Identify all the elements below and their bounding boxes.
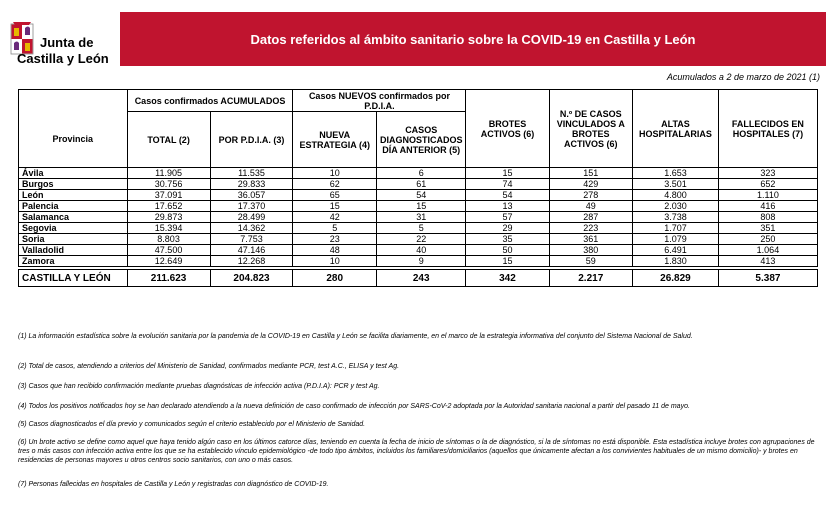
- table-cell: 3.501: [633, 179, 719, 190]
- table-cell: 57: [466, 212, 549, 223]
- table-cell: 48: [293, 245, 376, 256]
- junta-logo: [10, 22, 120, 68]
- province-name: Soria: [19, 234, 128, 245]
- table-row: [19, 212, 818, 223]
- footnote-2: (2) Total de casos, atendiendo a criterios del Ministerio de Sanidad, confirmados mediante PCR, test A.C., ELISA y test Ag.: [18, 363, 400, 370]
- table-cell: 10: [293, 256, 376, 267]
- table-cell: 31: [376, 212, 466, 223]
- table-row: [19, 168, 818, 179]
- table-cell: 380: [549, 245, 633, 256]
- table-cell: 351: [718, 223, 817, 234]
- table-cell: 12.649: [127, 256, 210, 267]
- table-cell: 6: [376, 168, 466, 179]
- total-row: [19, 270, 818, 287]
- table-cell: 47.500: [127, 245, 210, 256]
- table-row: [19, 256, 818, 267]
- table-cell: 6.491: [633, 245, 719, 256]
- table-cell: 1.830: [633, 256, 719, 267]
- table-cell: 47.146: [210, 245, 293, 256]
- logo-text-line1: Junta de: [40, 35, 94, 50]
- header-casos-dia-anterior: CASOS DIAGNOSTICADOS DÍA ANTERIOR (5): [376, 112, 466, 168]
- total-cell: 211.623: [127, 270, 210, 287]
- footnote-7: (7) Personas fallecidas en hospitales de Castilla y León y registradas con diagnóstico de COVID-19.: [18, 481, 329, 488]
- date-note: Acumulados a 2 de marzo de 2021 (1): [666, 72, 820, 82]
- header-total: TOTAL (2): [127, 112, 210, 168]
- table-cell: 413: [718, 256, 817, 267]
- footnote-5: (5) Casos diagnosticados el día previo y comunicados según el criterio establecido por el Ministerio de Sanidad.: [18, 421, 366, 428]
- province-name: Palencia: [19, 201, 128, 212]
- header-provincia: Provincia: [19, 112, 128, 168]
- table-cell: 54: [466, 190, 549, 201]
- province-name: León: [19, 190, 128, 201]
- header-brotes: BROTES ACTIVOS (6): [466, 90, 549, 168]
- total-cell: 204.823: [210, 270, 293, 287]
- province-name: Segovia: [19, 223, 128, 234]
- logo-text-line2: Castilla y León: [17, 51, 109, 66]
- table-cell: 12.268: [210, 256, 293, 267]
- table-cell: 15.394: [127, 223, 210, 234]
- table-cell: 11.535: [210, 168, 293, 179]
- table-cell: 40: [376, 245, 466, 256]
- table-cell: 74: [466, 179, 549, 190]
- table-cell: 59: [549, 256, 633, 267]
- table-cell: 35: [466, 234, 549, 245]
- table-cell: 1.110: [718, 190, 817, 201]
- table-cell: 250: [718, 234, 817, 245]
- table-cell: 1.079: [633, 234, 719, 245]
- header-group-acumulados: Casos confirmados ACUMULADOS: [127, 90, 293, 112]
- table-cell: 416: [718, 201, 817, 212]
- table-cell: 8.803: [127, 234, 210, 245]
- table-cell: 62: [293, 179, 376, 190]
- total-label: CASTILLA Y LEÓN: [19, 270, 128, 287]
- header-pdia: POR P.D.I.A. (3): [210, 112, 293, 168]
- table-cell: 37.091: [127, 190, 210, 201]
- table-row: [19, 223, 818, 234]
- table-cell: 17.370: [210, 201, 293, 212]
- table-row: [19, 201, 818, 212]
- total-cell: 5.387: [718, 270, 817, 287]
- table-cell: 361: [549, 234, 633, 245]
- table-cell: 15: [466, 168, 549, 179]
- total-cell: 243: [376, 270, 466, 287]
- table-cell: 5: [376, 223, 466, 234]
- table-cell: 5: [293, 223, 376, 234]
- title-banner: [120, 12, 826, 66]
- table-cell: 15: [466, 256, 549, 267]
- province-name: Salamanca: [19, 212, 128, 223]
- table-cell: 29.833: [210, 179, 293, 190]
- header-vinculados: N.º DE CASOS VINCULADOS A BROTES ACTIVOS (6): [549, 90, 633, 168]
- table-cell: 10: [293, 168, 376, 179]
- header-group-nuevos: Casos NUEVOS confirmados por P.D.I.A.: [293, 90, 466, 112]
- table-cell: 28.499: [210, 212, 293, 223]
- covid-data-table: [18, 89, 818, 287]
- table-cell: 15: [293, 201, 376, 212]
- table-cell: 1.653: [633, 168, 719, 179]
- header-nueva-estrategia: NUEVA ESTRATEGIA (4): [293, 112, 376, 168]
- table-cell: 17.652: [127, 201, 210, 212]
- total-cell: 342: [466, 270, 549, 287]
- table-cell: 14.362: [210, 223, 293, 234]
- table-row: [19, 245, 818, 256]
- table-cell: 15: [376, 201, 466, 212]
- footnote-6: (6) Un brote activo se define como aquel que haya tenido algún caso en los últimos catorce días, teniendo en cuenta la fecha de inicio de síntomas o la de diagnóstico, si la de síntomas no está disponible. Esta estadística incluye brotes con agrupaciones de tres o más casos con infección activa entre los que se ha establecido vínculo epidemiológico -de todo tipo ámbitos, incluidos los familiares/domiciliarios (aquellos que únicamente afectan a los convivientes habituales de un mismo domicilio)- y brotes en residencias de personas mayores u otros centros socio sanitarios, con uno o más casos.: [18, 439, 815, 464]
- table-cell: 323: [718, 168, 817, 179]
- table-cell: 151: [549, 168, 633, 179]
- table-cell: 13: [466, 201, 549, 212]
- table-cell: 30.756: [127, 179, 210, 190]
- table-cell: 65: [293, 190, 376, 201]
- total-cell: 26.829: [633, 270, 719, 287]
- province-name: Burgos: [19, 179, 128, 190]
- table-cell: 50: [466, 245, 549, 256]
- banner-title: Datos referidos al ámbito sanitario sobre la COVID-19 en Castilla y León: [250, 31, 696, 47]
- header-blank-provincia: [19, 90, 128, 112]
- table-cell: 22: [376, 234, 466, 245]
- table-cell: 49: [549, 201, 633, 212]
- table-cell: 23: [293, 234, 376, 245]
- table-cell: 7.753: [210, 234, 293, 245]
- table-cell: 3.738: [633, 212, 719, 223]
- total-cell: 2.217: [549, 270, 633, 287]
- table-cell: 278: [549, 190, 633, 201]
- table-cell: 42: [293, 212, 376, 223]
- table-cell: 223: [549, 223, 633, 234]
- province-name: Ávila: [19, 168, 128, 179]
- table-row: [19, 179, 818, 190]
- table-cell: 61: [376, 179, 466, 190]
- footnote-4: (4) Todos los positivos notificados hoy se han declarado atendiendo a la nueva definición de caso confirmado de infección por SARS-CoV-2 adoptada por la Autoridad sanitaria nacional a partir del pasado 11 de mayo.: [18, 403, 690, 410]
- table-cell: 9: [376, 256, 466, 267]
- table-cell: 36.057: [210, 190, 293, 201]
- table-cell: 808: [718, 212, 817, 223]
- footnote-3: (3) Casos que han recibido confirmación mediante pruebas diagnósticas de infección activa (P.D.I.A): PCR y test Ag.: [18, 383, 380, 390]
- total-cell: 280: [293, 270, 376, 287]
- header-altas: ALTAS HOSPITALARIAS: [633, 90, 719, 168]
- table-cell: 29: [466, 223, 549, 234]
- table-row: [19, 190, 818, 201]
- table-cell: 429: [549, 179, 633, 190]
- province-name: Zamora: [19, 256, 128, 267]
- table-cell: 29.873: [127, 212, 210, 223]
- table-cell: 11.905: [127, 168, 210, 179]
- header-fallecidos: FALLECIDOS EN HOSPITALES (7): [718, 90, 817, 168]
- table-cell: 54: [376, 190, 466, 201]
- table-cell: 1.707: [633, 223, 719, 234]
- table-cell: 4.800: [633, 190, 719, 201]
- province-name: Valladolid: [19, 245, 128, 256]
- table-cell: 2.030: [633, 201, 719, 212]
- table-row: [19, 234, 818, 245]
- table-cell: 287: [549, 212, 633, 223]
- table-cell: 652: [718, 179, 817, 190]
- table-cell: 1.064: [718, 245, 817, 256]
- footnote-1: (1) La información estadística sobre la evolución sanitaria por la pandemia de la COVID-19 en Castilla y León se facilita diariamente, en el marco de la estrategia informativa del conjunto del Sistema Nacional de Salud.: [18, 333, 693, 340]
